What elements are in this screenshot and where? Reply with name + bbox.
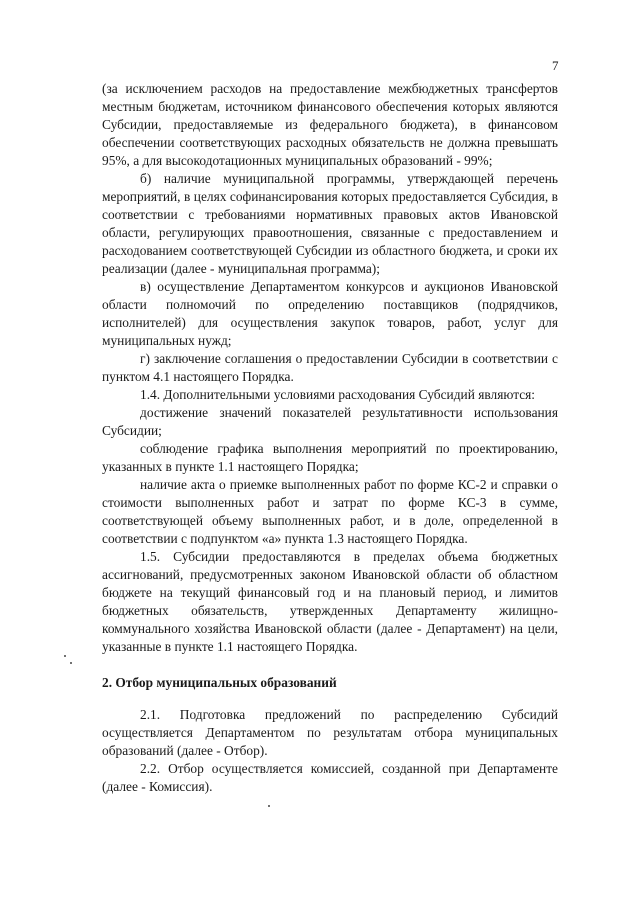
section-heading: 2. Отбор муниципальных образований [102,675,337,690]
paragraph-condition-1: достижение значений показателей результативности использования Субсидии; [102,405,558,438]
paragraph-2-2: 2.2. Отбор осуществляется комиссией, созданной при Департаменте (далее - Комиссия). [102,761,558,794]
page-number: 7 [552,58,559,73]
scan-speck [70,662,72,664]
paragraph-item-g: г) заключение соглашения о предоставлении Субсидии в соответствии с пунктом 4.1 настоящего Порядка. [102,351,558,384]
paragraph-continuation: (за исключением расходов на предоставление межбюджетных трансфертов местным бюджетам, источником финансового обеспечения которых являются Субсидии, предоставляемые из федерального бюджета), в финансовом обеспечении соответствующих расходных обязательств не должна превышать 95%, а для высокодотационных муниципальных образований - 99%; [102,81,558,168]
paragraph-condition-2: соблюдение графика выполнения мероприятий по проектированию, указанных в пункте 1.1 настоящего Порядка; [102,441,558,474]
paragraph-item-v: в) осуществление Департаментом конкурсов и аукционов Ивановской области полномочий по определению поставщиков (подрядчиков, исполнителей) для осуществления закупок товаров, работ, услуг для муниципальных нужд; [102,279,558,348]
scan-speck [268,805,270,807]
paragraph-condition-3: наличие акта о приемке выполненных работ по форме КС-2 и справки о стоимости выполненных работ и затрат по форме КС-3 в сумме, соответствующей объему выполненных работ, и в доле, определенной в соответствии с подпунктом «а» пункта 1.3 настоящего Порядка. [102,477,558,546]
document-body [102,80,558,796]
paragraph-1-4: 1.4. Дополнительными условиями расходования Субсидий являются: [140,387,536,402]
scan-speck [64,655,66,657]
paragraph-2-1: 2.1. Подготовка предложений по распределению Субсидий осуществляется Департаментом по результатам отбора муниципальных образований (далее - Отбор). [102,707,558,758]
paragraph-1-5: 1.5. Субсидии предоставляются в пределах объема бюджетных ассигнований, предусмотренных законом Ивановской области об областном бюджете на текущий финансовый год и на плановый период, и лимитов бюджетных обязательств, утвержденных Департаменту жилищно-коммунального хозяйства Ивановской области (далее - Департамент) на цели, указанные в пункте 1.1 настоящего Порядка. [102,549,558,654]
paragraph-item-b: б) наличие муниципальной программы, утверждающей перечень мероприятий, в целях софинансирования которых предоставляется Субсидия, в соответствии с требованиями нормативных правовых актов Ивановской области, регулирующих правоотношения, связанные с предоставлением и расходованием соответствующей Субсидии из областного бюджета, и сроки их реализации (далее - муниципальная программа); [102,171,558,276]
